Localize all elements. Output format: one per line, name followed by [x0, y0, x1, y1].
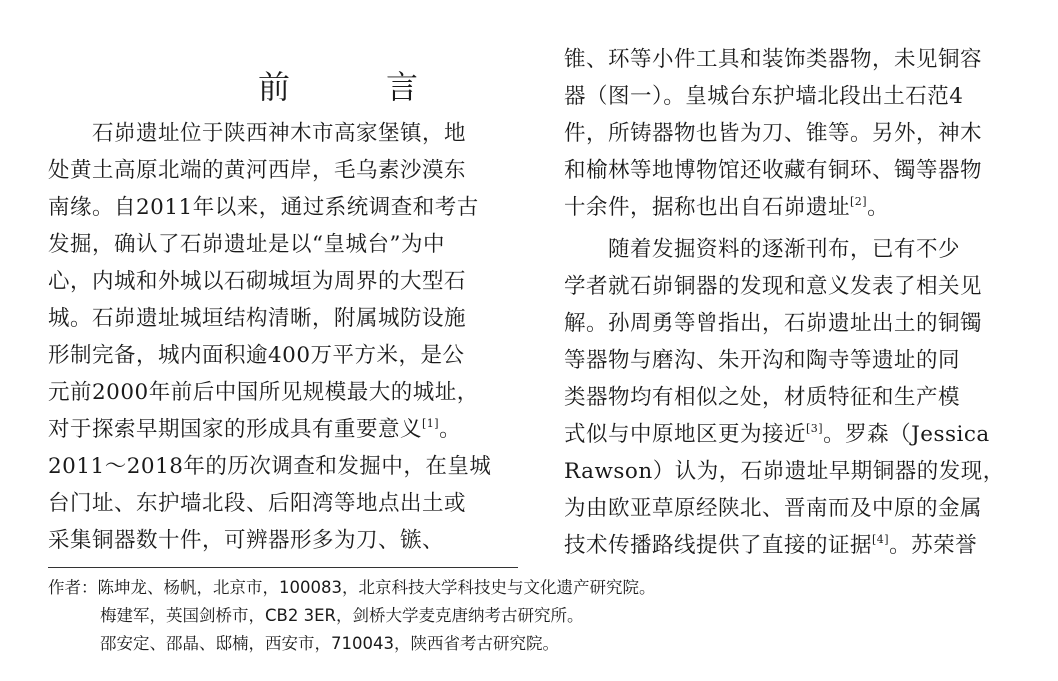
right-line-11 [564, 418, 990, 452]
right-line-11-tail: 。罗森（Jessica [823, 422, 990, 447]
right-line-5 [564, 191, 889, 225]
citation-4: [4] [872, 533, 890, 546]
left-line-9-tail: 。 [439, 417, 462, 442]
right-line-12: Rawson）认为，石峁遗址早期铜器的发现， [564, 459, 1005, 484]
right-line-5-tail: 。 [867, 195, 890, 220]
left-line-4: 发掘，确认了石峁遗址是以“皇城台”为中 [48, 232, 445, 257]
title-char-1: 前 [258, 68, 291, 106]
right-line-6: 随着发掘资料的逐渐刊布，已有不少 [564, 237, 961, 262]
left-line-5: 心，内城和外城以石砌城垣为周界的大型石 [48, 269, 467, 294]
citation-1: [1] [422, 417, 440, 430]
left-line-1: 石峁遗址位于陕西神木市高家堡镇，地 [48, 121, 467, 146]
right-line-8: 解。孙周勇等曾指出，石峁遗址出土的铜镯 [564, 311, 983, 336]
author-note-2: 梅建军，英国剑桥市，CB2 3ER，剑桥大学麦克唐纳考古研究所。 [100, 606, 584, 625]
right-line-2: 器（图一）。皇城台东护墙北段出土石范4 [564, 84, 964, 109]
right-line-11-text: 式似与中原地区更为接近 [564, 422, 807, 447]
footnote-divider [48, 567, 518, 568]
author-note-3: 邵安定、邵晶、邸楠，西安市，710043，陕西省考古研究院。 [100, 634, 559, 653]
right-line-4: 和榆林等地博物馆还收藏有铜环、镯等器物 [564, 158, 983, 183]
left-line-9 [48, 413, 516, 447]
left-line-12: 采集铜器数十件，可辨器形多为刀、镞、 [48, 528, 445, 553]
right-line-3: 件，所铸器物也皆为刀、锥等。另外，神木 [564, 121, 983, 146]
citation-3: [3] [806, 422, 824, 435]
left-line-3: 南缘。自2011年以来，通过系统调查和考古 [48, 195, 479, 220]
title-char-2: 言 [385, 68, 418, 106]
right-line-10: 类器物均有相似之处，材质特征和生产模 [564, 385, 961, 410]
right-line-14-tail: 。苏荣誉 [889, 533, 978, 558]
right-line-5-text: 十余件，据称也出自石峁遗址 [564, 195, 851, 220]
right-line-9: 等器物与磨沟、朱开沟和陶寺等遗址的同 [564, 348, 961, 373]
right-line-14-text: 技术传播路线提供了直接的证据 [564, 533, 873, 558]
section-title [258, 62, 418, 108]
right-line-13: 为由欧亚草原经陕北、晋南而及中原的金属 [564, 496, 983, 521]
right-line-7: 学者就石峁铜器的发现和意义发表了相关见 [564, 274, 983, 299]
left-line-2: 处黄土高原北端的黄河西岸，毛乌素沙漠东 [48, 158, 467, 183]
left-line-6: 城。石峁遗址城垣结构清晰，附属城防设施 [48, 306, 467, 331]
left-line-9-text: 对于探索早期国家的形成具有重要意义 [48, 417, 423, 442]
left-line-10: 2011～2018年的历次调查和发掘中，在皇城 [48, 454, 492, 479]
right-line-14 [564, 529, 977, 563]
author-note-1: 作者：陈坤龙、杨帆，北京市，100083，北京科技大学科技史与文化遗产研究院。 [48, 578, 656, 597]
citation-2: [2] [850, 195, 868, 208]
left-line-7: 形制完备，城内面积逾400万平方米，是公 [48, 343, 465, 368]
right-line-1: 锥、环等小件工具和装饰类器物，未见铜容 [564, 47, 983, 72]
left-line-8: 元前2000年前后中国所见规模最大的城址， [48, 380, 479, 405]
left-line-11: 台门址、东护墙北段、后阳湾等地点出土或 [48, 491, 467, 516]
